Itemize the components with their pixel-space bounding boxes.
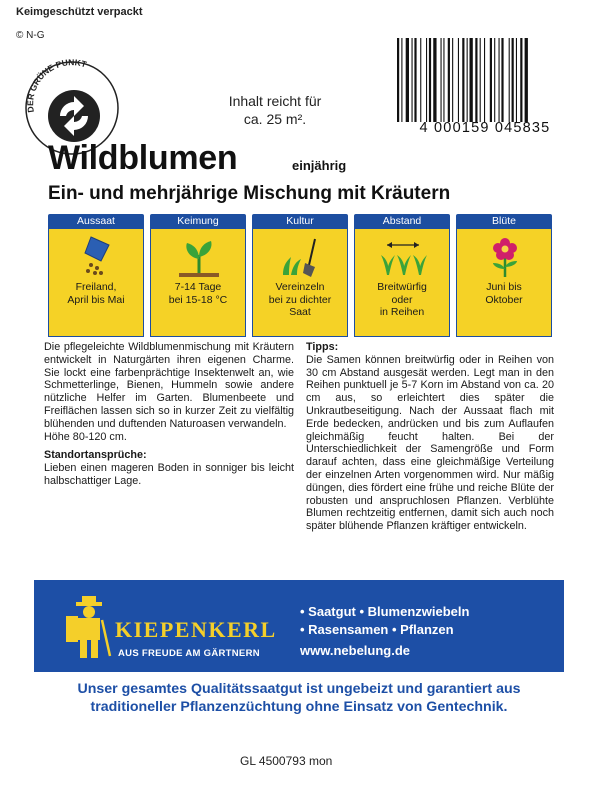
icon-panel-kultur bbox=[252, 214, 348, 338]
icon-panel-text: Juni bis Oktober bbox=[485, 281, 523, 306]
spacing-icon bbox=[377, 235, 429, 279]
brand-slogan: AUS FREUDE AM GÄRTNERN bbox=[118, 648, 260, 659]
icon-panel-text: Breitwürfig oder in Reihen bbox=[377, 281, 427, 318]
description-intro: Die pflegeleichte Wildblumenmischung mit Kräutern entwickelt in Naturgärten ihren eigenen Charme. Sie lockt eine farbenprächtige Insektenwelt an, wie Schmetterlinge, Bienen, Hummeln sowie andere nützliche Helfer im Garten. Blumenbeete und Freiflächen lassen sich so in kurzer Zeit zu vielfältig blühenden und duftenden Naturoasen verwandeln. bbox=[44, 341, 294, 430]
product-title: Wildblumen bbox=[48, 139, 238, 177]
barcode-number: 4 000159 045835 bbox=[419, 120, 551, 136]
location-text: Lieben einen mageren Boden in sonniger bis leicht halbschattiger Lage. bbox=[44, 462, 294, 487]
kiepenkerl-mascot-icon bbox=[64, 594, 112, 660]
spade-plants-icon bbox=[275, 235, 327, 279]
tips-heading: Tipps: bbox=[306, 341, 339, 353]
brand-logo-text: KIEPENKERL bbox=[115, 617, 277, 642]
icon-panel-aussaat bbox=[48, 214, 144, 338]
flower-icon bbox=[479, 235, 531, 279]
gruene-punkt-text: DER GRÜNE PUNKT bbox=[25, 57, 88, 114]
icon-panel-bluete bbox=[456, 214, 552, 338]
icon-panel-abstand bbox=[354, 214, 450, 338]
icon-panel-title: Keimung bbox=[150, 214, 246, 229]
icon-panel-text: Vereinzeln bei zu dichter Saat bbox=[268, 281, 332, 318]
icon-panel-title: Abstand bbox=[354, 214, 450, 229]
icon-panel-title: Blüte bbox=[456, 214, 552, 229]
quality-note: Unser gesamtes Qualitätssaatgut ist ungebeizt und garantiert aus traditioneller Pflanzenzüchtung ohne Einsatz von Gentechnik. bbox=[77, 681, 521, 715]
plant-height: Höhe 80-120 cm. bbox=[44, 430, 127, 443]
icon-panel-text: Freiland, April bis Mai bbox=[67, 281, 125, 306]
seedling-icon bbox=[173, 235, 225, 279]
icon-panel-text: 7-14 Tage bei 15-18 °C bbox=[168, 281, 228, 306]
offer-line-2: • Rasensamen • Pflanzen bbox=[300, 622, 454, 637]
tips-column bbox=[306, 341, 554, 533]
seed-bag-icon bbox=[71, 235, 123, 279]
package-note: Keimgeschützt verpackt bbox=[16, 6, 143, 18]
tips-text: Die Samen können breitwürfig oder in Reihen von 30 cm Abstand ausgesät werden. Legt man in den Reihen punktuell je 5-7 Korn im Abstand von ca. 20 cm aus, so erleichtert dies später die Unkrautbeseitigung. Nach der Aussaat flach mit Erde bedecken, andrücken und bis zum Auflaufen gleichmäßig feucht halten. Bei der Unterschiedlichkeit der Samengröße und Form darauf achten, dass eine gleichmäßige Verteilung der einzelnen Arten vorgenommen wird. Nur mäßig düngen, dies fördert eine frühe und reiche Blüte der robusten und anspruchlosen Pflanzen. Verblühte Blumen rechtzeitig entfernen, damit sich auch noch später blühende Pflanzen kräftiger entwickeln. bbox=[306, 353, 554, 533]
icon-panel-keimung bbox=[150, 214, 246, 338]
barcode bbox=[395, 38, 575, 122]
icon-panel-title: Kultur bbox=[252, 214, 348, 229]
location-heading: Standortansprüche: bbox=[44, 449, 147, 462]
icon-panel-title: Aussaat bbox=[48, 214, 144, 229]
coverage-line-1: Inhalt reicht für bbox=[228, 93, 322, 109]
article-code: GL 4500793 mon bbox=[240, 754, 333, 768]
description-column bbox=[44, 341, 294, 488]
offer-line-1: • Saatgut • Blumenzwiebeln bbox=[300, 604, 470, 619]
brand-banner bbox=[34, 580, 564, 672]
coverage-info bbox=[200, 92, 350, 128]
website-link[interactable]: www.nebelung.de bbox=[300, 643, 411, 658]
product-subtitle: Ein- und mehrjährige Mischung mit Kräutern bbox=[48, 183, 451, 204]
copyright: © N-G bbox=[16, 30, 45, 41]
coverage-line-2: ca. 25 m². bbox=[243, 111, 307, 127]
product-title-note: einjährig bbox=[292, 158, 347, 173]
